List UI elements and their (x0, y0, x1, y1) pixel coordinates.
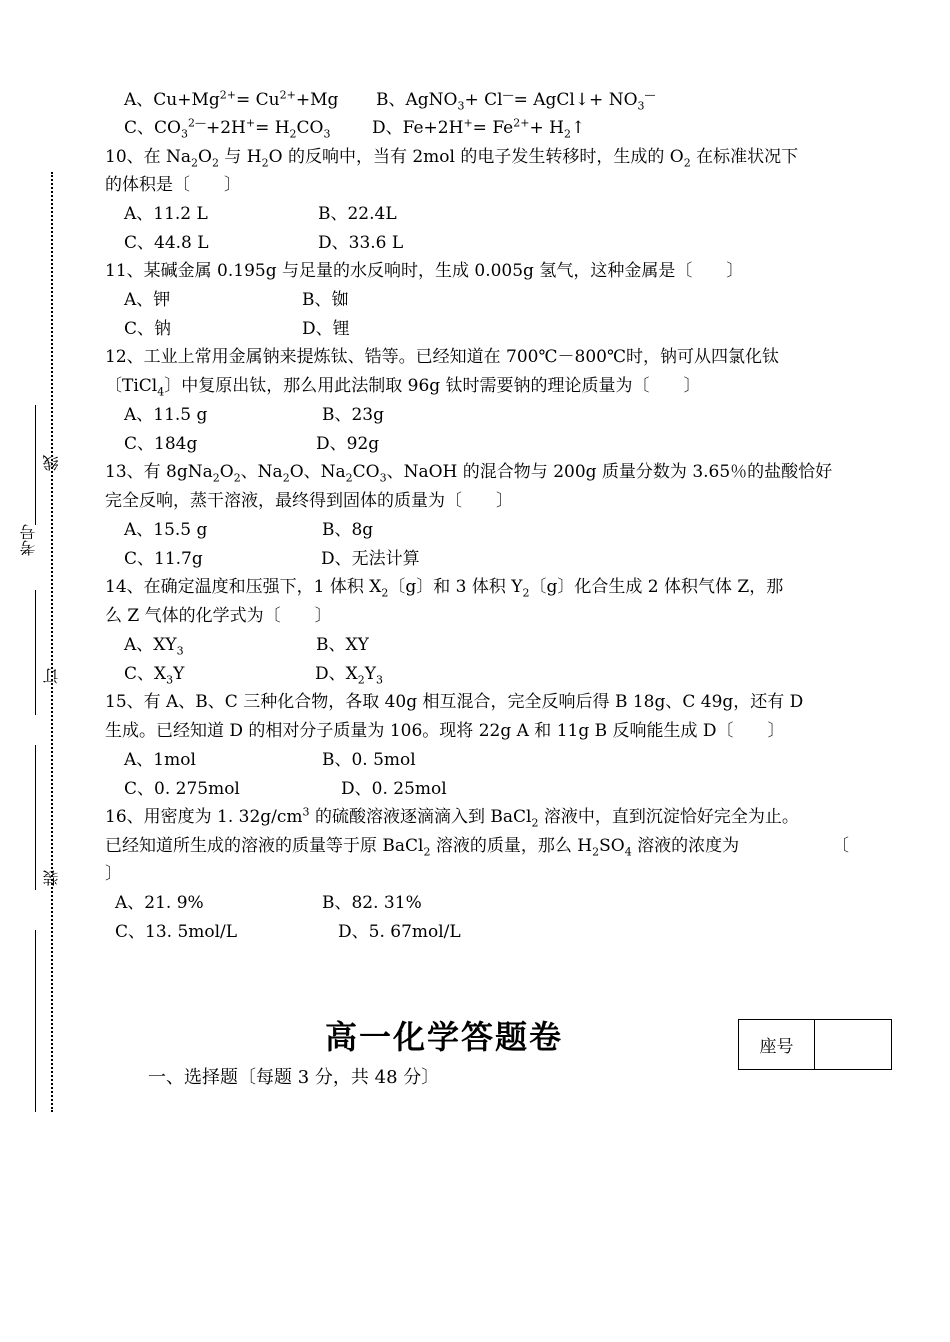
answer-sheet-title: 高一化学答题卷 (325, 1018, 564, 1056)
q14-option-c: C、$X_3Y$ (124, 664, 185, 687)
q12-stem: 12、工业上常用金属钠来提炼钛、锆等。已经知道在 700℃－800℃时，钠可从四氯化钛 (105, 347, 779, 367)
q16-option-b: B、82. 31% (322, 893, 422, 913)
q13-option-d: D、无法计算 (321, 549, 420, 569)
q14-stem: 14、在确定温度和压强下，1 体积 $X_2$〔g〕和 3 体积 $Y_2$〔g〕化合生成 2 体积气体 Z，那 (105, 577, 784, 600)
q10-option-a: A、11.2 L (124, 204, 208, 224)
q10-option-c: C、44.8 L (124, 233, 209, 253)
q13-option-c: C、11.7g (124, 549, 203, 569)
q15-option-c: C、0. 275mol (124, 779, 240, 799)
q10-stem: 10、在 $Na_2O_2$ 与 $H_2O$ 的反响中，当有 2mol 的电子发生转移时，生成的 $O_2$ 在标准状况下 (105, 147, 799, 170)
q16-option-a: A、21. 9% (115, 893, 204, 913)
q14-option-b: B、XY (316, 635, 369, 655)
q10-option-b: B、22.4L (318, 204, 397, 224)
q12-option-a: A、11.5 g (124, 405, 208, 425)
q16-option-d: D、5. 67mol/L (338, 922, 461, 942)
seat-number-box (738, 1019, 892, 1070)
q15-option-b: B、0. 5mol (322, 750, 416, 770)
q15-stem: 15、有 A、B、C 三种化合物，各取 40g 相互混合，完全反响后得 B 18g、C 49g，还有 D (105, 692, 804, 712)
q14-option-d: D、$X_2Y_3$ (315, 664, 383, 687)
q15-stem-cont: 生成。已经知道 D 的相对分子质量为 106。现将 22g A 和 11g B 反响能生成 D〔 〕 (105, 721, 785, 741)
exam-number-label: 考号 (19, 524, 38, 556)
q11-option-a: A、钾 (124, 290, 171, 310)
q16-stem-cont: 已经知道所生成的溶液的质量等于原 BaCl$_2$ 溶液的质量，那么 $H_2SO_4$ 溶液的浓度为 (105, 836, 740, 859)
q13-option-a: A、15.5 g (124, 520, 208, 540)
q11-option-c: C、钠 (124, 319, 172, 339)
q11-stem: 11、某碱金属 0.195g 与足量的水反响时，生成 0.005g 氢气，这种金属是〔 〕 (105, 261, 744, 281)
seat-number-label: 座号 (739, 1020, 815, 1069)
binding-solid-line (35, 405, 36, 525)
q9-option-a: A、$Cu+Mg^{2+}= Cu^{2+}+Mg$ (124, 88, 339, 110)
binding-char-staple: 订 (42, 668, 61, 684)
q16-stem: 16、用密度为 1. $32g/cm^3$ 的硫酸溶液逐滴滴入到 BaCl$_2$ 溶液中，直到沉淀恰好完全为止。 (105, 805, 799, 830)
q15-option-a: A、1mol (124, 750, 196, 770)
binding-solid-line (35, 745, 36, 890)
q12-option-c: C、184g (124, 434, 198, 454)
q13-stem-cont: 完全反响，蒸干溶液，最终得到固体的质量为〔 〕 (105, 491, 513, 511)
section-title-multiple-choice: 一、选择题〔每题 3 分，共 48 分〕 (148, 1067, 440, 1088)
q16-answer-paren-close: 〕 (105, 864, 122, 884)
q15-option-d: D、0. 25mol (341, 779, 447, 799)
q16-option-c: C、13. 5mol/L (115, 922, 238, 942)
q10-stem-cont: 的体积是〔 〕 (105, 175, 241, 195)
q12-option-d: D、92g (316, 434, 380, 454)
q9-option-d: D、$Fe+2H^+= Fe^{2+}+$ $H_2↑$ (372, 116, 586, 141)
q11-option-b: B、铷 (302, 290, 349, 310)
q13-option-b: B、8g (322, 520, 374, 540)
q13-stem: 13、有 $8gNa_2O_2$、$Na_2O$、$Na_2CO_3$、NaOH 的混合物与 200g 质量分数为 3.65％的盐酸恰好 (105, 462, 833, 485)
q9-option-b: B、AgNO$_3$+ Cl—= AgCl↓+ $NO_3^—$ (376, 88, 656, 113)
binding-dotted-line (51, 172, 53, 1112)
binding-solid-line (35, 590, 36, 715)
binding-char-bind: 装 (42, 870, 61, 886)
q16-answer-paren-open: 〔 (832, 836, 849, 856)
seat-number-field[interactable] (815, 1020, 891, 1069)
q14-option-a: A、$XY_3$ (124, 635, 184, 658)
binding-solid-line (35, 930, 36, 1112)
q11-option-d: D、锂 (302, 319, 350, 339)
binding-char-line: 线 (42, 455, 61, 471)
q9-option-c: C、$CO_3^{2—}+2H^+= H_2CO_3$ (124, 116, 331, 141)
q14-stem-cont: 么 Z 气体的化学式为〔 〕 (105, 606, 332, 626)
q10-option-d: D、33.6 L (318, 233, 404, 253)
q12-stem-cont: 〔TiCl$_4$〕中复原出钛，那么用此法制取 96g 钛时需要钠的理论质量为〔 〕 (105, 376, 701, 399)
q12-option-b: B、23g (322, 405, 385, 425)
